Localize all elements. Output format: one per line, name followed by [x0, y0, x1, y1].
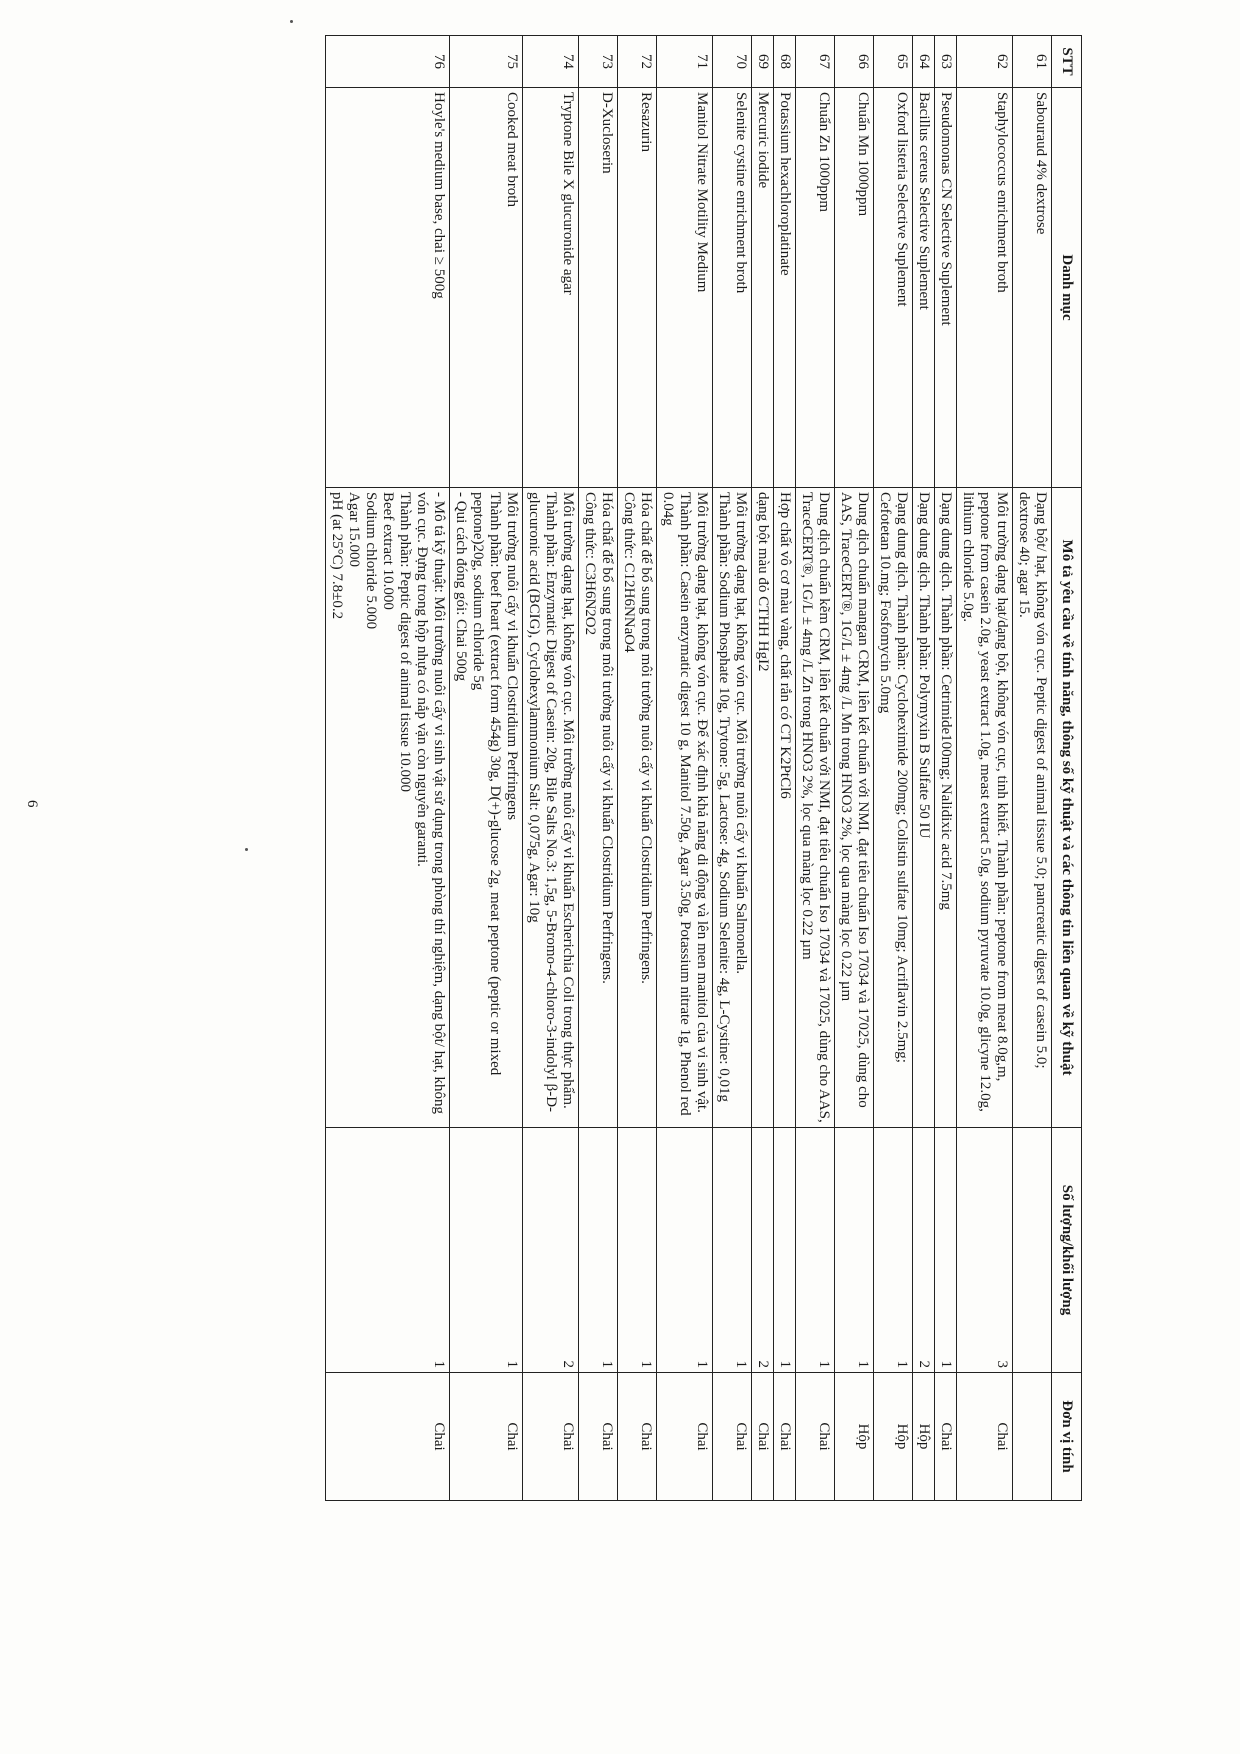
row-stt: 74	[523, 36, 579, 88]
row-description	[579, 488, 618, 1128]
description-line: - Qui cách đóng gói: Chai 500g	[453, 492, 469, 682]
header-stt: STT	[1052, 36, 1082, 88]
description-line: Dung dịch chuẩn kẽm CRM, liên kết chuẩn với NMI, đạt tiêu chuẩn Iso 17034 và 17025, dùng cho AAS, TraceCERT®, 1G/L ± 4mg /L Zn trong HNO3 2%, lọc qua màng lọc 0.22 µm	[799, 492, 832, 1123]
row-description	[774, 488, 796, 1128]
row-name: Chuẩn Mn 1000ppm	[835, 88, 874, 488]
row-unit: Chai	[752, 1373, 774, 1501]
row-name: Chuẩn Zn 1000ppm	[796, 88, 835, 488]
table-row	[913, 36, 935, 1501]
row-stt: 75	[450, 36, 523, 88]
description-line: Môi trường dạng hạt, không vón cục. Để xác định khả năng di động và lên men manitol của vi sinh vật.	[694, 492, 710, 1113]
row-stt: 76	[326, 36, 450, 88]
row-unit: Chai	[326, 1373, 450, 1501]
description-line: Thành phần: Enzymatic Digest of Casein: 20g, Bile Salts No.3: 1,5g, 5-Bromo-4-chloro-3-indolyl β-D-glucuronic acid (BCIG), Cyclohexylammonium Salt: 0,075g, Agar: 10g	[526, 492, 559, 1113]
description-line: Dung dịch chuẩn mangan CRM, liên kết chuẩn với NMI, đạt tiêu chuẩn Iso 17034 và 17025, dùng cho AAS, TraceCERT®, 1G/L ± 4mg /L Mn trong HNO3 2%, lọc qua màng lọc 0.22 µm	[838, 492, 871, 1108]
table-row	[326, 36, 450, 1501]
row-description	[935, 488, 957, 1128]
row-stt: 66	[835, 36, 874, 88]
table-body	[326, 36, 1052, 1501]
row-unit: Chai	[957, 1373, 1013, 1501]
row-stt: 68	[774, 36, 796, 88]
row-quantity: 3	[957, 1128, 1013, 1373]
row-description	[796, 488, 835, 1128]
row-name: Bacillus cereus Selective Suplement	[913, 88, 935, 488]
table-row	[618, 36, 657, 1501]
description-line: Dạng dung dịch. Thành phần: Polymyxin B Sulfate 50 IU	[916, 492, 932, 839]
row-quantity: 2	[523, 1128, 579, 1373]
row-name: Oxford listeria Selective Suplement	[874, 88, 913, 488]
row-stt: 70	[713, 36, 752, 88]
row-quantity: 2	[913, 1128, 935, 1373]
row-description	[713, 488, 752, 1128]
row-name: Manitol Nitrate Motility Medium	[657, 88, 713, 488]
description-line: Thành phần: beef heart (extract form 454g) 30g, D(+)-glucose 2g, meat peptone (peptic or mixed peptone)20g, sodium chloride 5g	[470, 492, 503, 1076]
table-row	[1013, 36, 1052, 1501]
description-line: Công thức: C3H6N2O2	[582, 492, 598, 636]
description-line: Thành phần: Peptic digest of animal tissue 10.000	[397, 492, 413, 792]
row-unit: Hộp	[913, 1373, 935, 1501]
table-row	[752, 36, 774, 1501]
row-quantity: 1	[657, 1128, 713, 1373]
row-quantity: 1	[713, 1128, 752, 1373]
table-row	[796, 36, 835, 1501]
header-unit: Đơn vị tính	[1052, 1373, 1082, 1501]
table-row	[957, 36, 1013, 1501]
table-row	[657, 36, 713, 1501]
description-line: Hợp chất vô cơ màu vàng, chất rắn có CT K2PtCl6	[777, 492, 793, 799]
description-line: Hóa chất để bổ sung trong môi trường nuôi cấy vi khuẩn Clostridium Perfringens.	[599, 492, 615, 984]
row-unit: Chai	[935, 1373, 957, 1501]
row-name: Mercuric iodide	[752, 88, 774, 488]
description-line: Hóa chất để bổ sung trong môi trường nuôi cấy vi khuẩn Clostridium Perfringens.	[638, 492, 654, 984]
description-line: Sodium chloride 5.000	[363, 492, 379, 630]
row-quantity: 2	[752, 1128, 774, 1373]
row-description	[1013, 488, 1052, 1128]
row-quantity: 1	[835, 1128, 874, 1373]
row-unit: Chai	[579, 1373, 618, 1501]
description-line: Môi trường nuôi cấy vi khuẩn Clostridium Perfringens	[504, 492, 520, 821]
row-name: Selenite cystine enrichment broth	[713, 88, 752, 488]
row-name: Cooked meat broth	[450, 88, 523, 488]
row-name: Sabouraud 4% dextrose	[1013, 88, 1052, 488]
description-line: Môi trường dạng hạt/dạng bột, không vón cục, tinh khiết. Thành phần: peptone from meat 8.0g,m, peptone from casein 2.0g, yeast extract 1.0g, meast extract 5.0g, sodium pyruvate 10.0g, glicyne 12.0g, lithium chloride 5.0g.	[960, 492, 1010, 1112]
header-category: Danh mục	[1052, 88, 1082, 488]
row-quantity: 1	[935, 1128, 957, 1373]
description-line: Môi trường dạng hạt, không vón cục. Môi trường nuôi cấy vi khuẩn Escherichia Coli trong thực phẩm.	[560, 492, 576, 1109]
row-quantity: 1	[326, 1128, 450, 1373]
row-stt: 71	[657, 36, 713, 88]
scan-speck	[245, 848, 248, 851]
description-line: Dạng bột/ hạt, không vón cục. Peptic digest of animal tissue 5.0; pancreatic digest of casein 5.0; dextrose 40; agar 15.	[1016, 492, 1049, 1069]
row-unit: Chai	[450, 1373, 523, 1501]
row-unit: Hộp	[835, 1373, 874, 1501]
header-quantity: Số lượng/khối lượng	[1052, 1128, 1082, 1373]
row-name: Hoyle's medium base, chai ≥ 500g	[326, 88, 450, 488]
row-stt: 63	[935, 36, 957, 88]
description-line: - Mô tả kỹ thuật: Môi trường nuôi cấy vi sinh vật sử dụng trong phòng thí nghiệm, dạng bột/ hạt, không vón cục. Đựng trong hộp nhựa có nắp vặn còn nguyên garanti.	[414, 492, 447, 1115]
row-name: Resazurin	[618, 88, 657, 488]
row-quantity: 1	[579, 1128, 618, 1373]
row-description	[523, 488, 579, 1128]
row-description	[874, 488, 913, 1128]
table-row	[579, 36, 618, 1501]
row-description	[326, 488, 450, 1128]
description-line: Dạng dung dịch. Thành phần: Cetrimide100mg; Nalidixic acid 7.5mg	[938, 492, 954, 910]
page-number: 6	[24, 800, 40, 808]
row-description	[913, 488, 935, 1128]
row-quantity: 1	[774, 1128, 796, 1373]
row-unit: Hộp	[874, 1373, 913, 1501]
row-stt: 62	[957, 36, 1013, 88]
description-line: Agar 15.000	[346, 492, 362, 567]
row-quantity	[1013, 1128, 1052, 1373]
description-line: Dạng dung dịch. Thành phần: Cycloheximide 200mg; Colistin sulfate 10mg; Acriflavin 2.5mg; Cefotetan 10.mg; Fosfomycin 5.0mg	[877, 492, 910, 1063]
row-description	[618, 488, 657, 1128]
description-line: Beef extract 10.000	[380, 492, 396, 610]
row-quantity: 1	[796, 1128, 835, 1373]
table-row	[523, 36, 579, 1501]
table-row	[935, 36, 957, 1501]
row-unit: Chai	[523, 1373, 579, 1501]
row-quantity: 1	[874, 1128, 913, 1373]
description-line: pH (at 25°C) 7.8±0.2	[329, 492, 345, 620]
row-unit: Chai	[618, 1373, 657, 1501]
row-stt: 72	[618, 36, 657, 88]
row-name: Potassium hexachloroplatinate	[774, 88, 796, 488]
row-description	[752, 488, 774, 1128]
row-stt: 67	[796, 36, 835, 88]
row-name: D-Xucloserin	[579, 88, 618, 488]
row-quantity: 1	[450, 1128, 523, 1373]
table-header-row	[1052, 36, 1082, 1501]
row-unit: Chai	[796, 1373, 835, 1501]
row-description	[657, 488, 713, 1128]
row-description	[835, 488, 874, 1128]
row-quantity: 1	[618, 1128, 657, 1373]
row-unit: Chai	[774, 1373, 796, 1501]
row-description	[450, 488, 523, 1128]
row-name: Staphylococcus enrichment broth	[957, 88, 1013, 488]
row-name: Pseudomonas CN Selective Suplement	[935, 88, 957, 488]
table-row	[450, 36, 523, 1501]
description-line: Thành phần: Sodium Phosphate 10g, Trytone: 5g, Lactose: 4g, Sodium Selenite: 4g, L-Cystine: 0,01g	[716, 492, 732, 1102]
table-row	[835, 36, 874, 1501]
row-name: Tryptone Bile X glucuronide agar	[523, 88, 579, 488]
table-row	[713, 36, 752, 1501]
row-description	[957, 488, 1013, 1128]
description-line: dạng bột màu đỏ CTHH HgI2	[755, 492, 771, 672]
row-stt: 61	[1013, 36, 1052, 88]
table-row	[874, 36, 913, 1501]
header-description: Mô tả yêu cầu về tính năng, thông số kỹ thuật và các thông tin liên quan về kỹ thuật	[1052, 488, 1082, 1128]
description-line: Thành phần: Casein enzymatic digest 10 g, Manitol 7.50g, Agar 3.50g, Potassium nitrate 1g, Phenol red 0.04g	[660, 492, 693, 1116]
row-stt: 64	[913, 36, 935, 88]
row-unit	[1013, 1373, 1052, 1501]
row-unit: Chai	[657, 1373, 713, 1501]
row-unit: Chai	[713, 1373, 752, 1501]
row-stt: 65	[874, 36, 913, 88]
description-line: Công thức: C12H6NNaO4	[621, 492, 637, 653]
spec-table	[325, 35, 1082, 1501]
description-line: Môi trường dạng hạt, không vón cục. Môi trường nuôi cấy vi khuẩn Salmonella.	[733, 492, 749, 975]
table-row	[774, 36, 796, 1501]
row-stt: 73	[579, 36, 618, 88]
scan-speck	[290, 20, 293, 23]
row-stt: 69	[752, 36, 774, 88]
